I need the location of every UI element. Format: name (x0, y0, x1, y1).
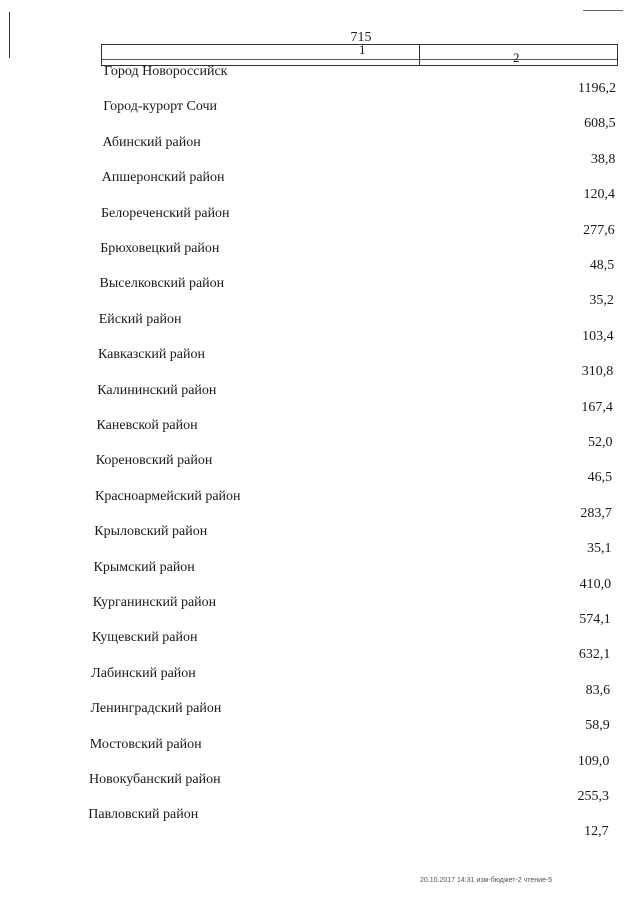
district-name: Калининский район (97, 382, 217, 398)
district-value: 574,1 (579, 612, 611, 627)
district-value: 310,8 (581, 364, 614, 380)
district-value: 1196,2 (578, 81, 616, 96)
district-name: Город Новороссийск (104, 64, 228, 79)
district-value: 38,8 (590, 151, 616, 167)
footer-stamp: 20.10.2017 14:31 изм-бюджет-2 чтение-5 (420, 877, 553, 884)
district-value: 120,4 (583, 187, 615, 203)
page-number: 715 (350, 30, 372, 45)
district-name: Курганинский район (92, 595, 217, 610)
district-name: Город-курорт Сочи (103, 99, 218, 115)
district-name: Каневской район (96, 418, 198, 433)
district-value: 283,7 (580, 505, 612, 521)
district-name: Красноармейский район (95, 488, 241, 504)
district-name: Павловский район (88, 807, 199, 823)
district-value: 255,3 (577, 789, 609, 804)
district-value: 167,4 (581, 399, 613, 415)
district-name: Кавказский район (98, 347, 206, 363)
district-value: 12,7 (584, 824, 609, 840)
district-value: 608,5 (584, 116, 616, 132)
district-value: 58,9 (585, 718, 610, 734)
district-value: 52,0 (588, 435, 613, 450)
district-name: Крыловский район (94, 524, 208, 540)
district-name: Ленинградский район (90, 701, 222, 717)
column-number-2: 2 (513, 50, 520, 65)
district-name: Апшеронский район (101, 170, 225, 186)
district-value: 35,2 (589, 293, 614, 309)
district-name: Белореченский район (101, 205, 230, 221)
district-name: Абинский район (102, 134, 201, 150)
district-value: 410,0 (579, 576, 612, 592)
district-value: 46,5 (587, 470, 613, 486)
district-name: Кущевский район (92, 630, 198, 646)
district-value: 35,1 (586, 541, 612, 557)
district-name: Ейский район (98, 311, 182, 327)
district-value: 632,1 (578, 647, 611, 663)
district-name: Мостовский район (89, 736, 202, 752)
district-name: Новокубанский район (89, 772, 221, 787)
district-value: 83,6 (585, 682, 611, 698)
district-name: Кореновский район (95, 453, 213, 469)
district-value: 277,6 (583, 222, 615, 238)
district-value: 109,0 (577, 753, 610, 769)
column-number-1: 1 (359, 42, 366, 57)
district-name: Лабинский район (91, 665, 196, 681)
district-name: Брюховецкий район (100, 241, 220, 256)
district-name: Выселковский район (99, 276, 225, 292)
district-name: Крымский район (93, 559, 195, 575)
district-value: 103,4 (582, 328, 614, 344)
district-value: 48,5 (589, 258, 615, 273)
